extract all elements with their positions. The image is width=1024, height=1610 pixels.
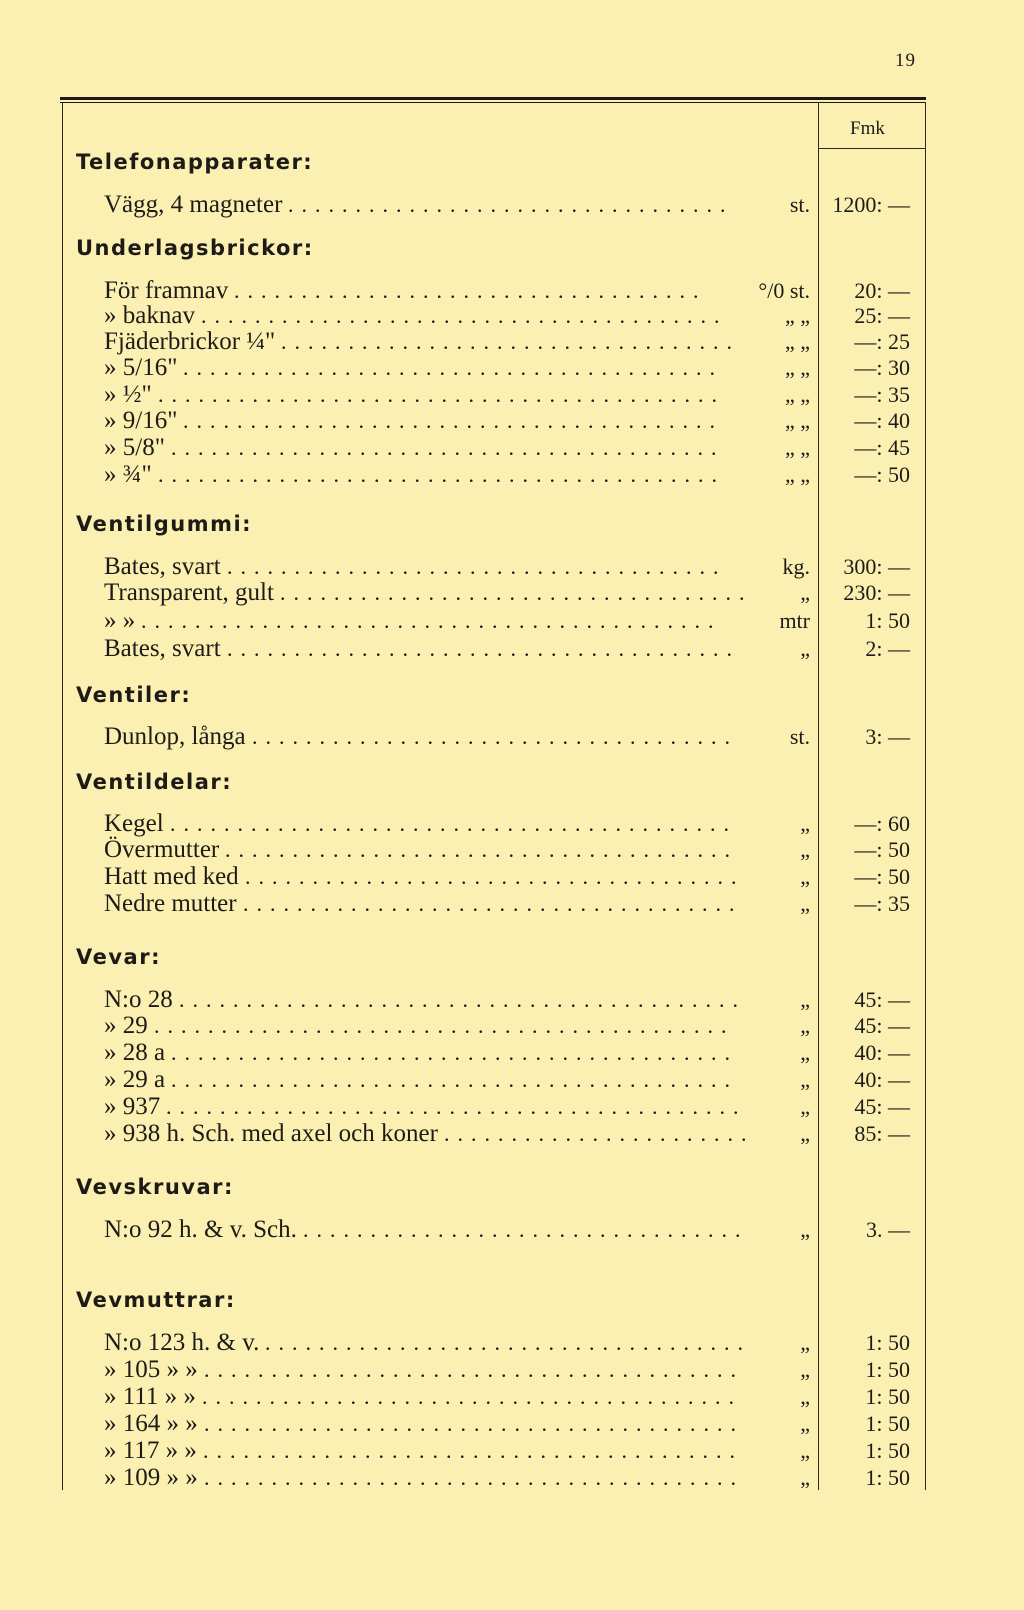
leader-dots: ........................................ (204, 1465, 744, 1490)
price-row (0, 578, 1024, 608)
leader-dots: ....................... (444, 1121, 755, 1146)
item-unit: „ (800, 580, 810, 605)
price-row (0, 1328, 1024, 1358)
item-unit: „ (800, 1013, 810, 1038)
price-row (0, 634, 1024, 664)
item-label: » 105 » » (104, 1356, 198, 1383)
leader-dots: ..................................... (245, 864, 745, 889)
price-row (0, 722, 1024, 752)
item-price: —: 45 (854, 435, 910, 460)
item-label: Bates, svart (104, 635, 221, 662)
price-row (0, 353, 1024, 383)
item-unit: „ „ (784, 408, 810, 433)
item-label: » 938 h. Sch. med axel och koner (104, 1120, 438, 1147)
leader-dots: ...................................... (227, 636, 740, 661)
price-row (0, 1463, 1024, 1493)
price-row (0, 862, 1024, 892)
price-row (0, 1092, 1024, 1122)
item-unit: „ „ (784, 382, 810, 407)
section-heading: Vevmuttrar: (76, 1288, 236, 1312)
leader-dots: ........................................... (154, 1013, 735, 1038)
item-price: 1: 50 (865, 1465, 910, 1490)
price-row (0, 1011, 1024, 1041)
leader-dots: ................................. (288, 192, 734, 217)
item-unit: „ „ (784, 462, 810, 487)
section-heading: Telefonapparater: (76, 150, 314, 174)
item-unit: „ „ (784, 435, 810, 460)
leader-dots: .......................................... (171, 1040, 738, 1065)
item-unit: „ „ (784, 355, 810, 380)
item-unit: „ (800, 837, 810, 862)
item-price: 85: — (854, 1121, 910, 1146)
item-price: —: 60 (854, 811, 910, 836)
price-row (0, 835, 1024, 865)
item-label: » 29 (104, 1012, 148, 1039)
price-row (0, 190, 1024, 220)
item-unit: °/0 st. (758, 278, 810, 303)
item-price: 45: — (854, 1013, 910, 1038)
item-unit: st. (789, 724, 810, 749)
item-label: » 117 » » (104, 1437, 197, 1464)
item-price: 1: 50 (865, 1438, 910, 1463)
item-price: 20: — (854, 278, 910, 303)
leader-dots: ......................................... (171, 435, 725, 460)
price-row (0, 1038, 1024, 1068)
item-label: Övermutter (104, 836, 220, 863)
section-heading: Ventiler: (76, 683, 192, 707)
price-row (0, 889, 1024, 919)
price-row (0, 1065, 1024, 1095)
leader-dots: .......................................... (171, 1067, 738, 1092)
item-label: » baknav (104, 302, 195, 329)
item-price: 40: — (854, 1040, 910, 1065)
item-unit: „ „ (784, 329, 810, 354)
item-label: » 5/8" (104, 434, 165, 461)
leader-dots: ................................... (234, 278, 707, 303)
item-label: » 164 » » (104, 1410, 198, 1437)
price-row (0, 606, 1024, 636)
item-unit: „ (800, 864, 810, 889)
item-label: Transparent, gult (104, 579, 274, 606)
leader-dots: .......................................... (158, 382, 725, 407)
leader-dots: ........................................ (204, 1357, 744, 1382)
item-price: —: 30 (854, 355, 910, 380)
item-unit: „ (800, 1121, 810, 1146)
leader-dots: ................................... (280, 580, 753, 605)
item-price: —: 50 (854, 837, 910, 862)
price-row (0, 1409, 1024, 1439)
item-label: Hatt med ked (104, 863, 239, 890)
item-price: —: 50 (854, 462, 910, 487)
leader-dots: ..................................... (227, 554, 727, 579)
item-label: » 109 » » (104, 1464, 198, 1491)
item-price: 3. — (866, 1217, 910, 1242)
leader-dots: .................................. (281, 329, 740, 354)
item-label: » 111 » » (104, 1383, 196, 1410)
item-unit: „ (800, 1094, 810, 1119)
item-unit: kg. (782, 554, 810, 579)
item-price: —: 35 (854, 891, 910, 916)
leader-dots: ........................................ (203, 1438, 743, 1463)
price-row (0, 1355, 1024, 1385)
price-row (0, 433, 1024, 463)
item-price: —: 50 (854, 864, 910, 889)
item-price: —: 35 (854, 382, 910, 407)
item-price: 1: 50 (865, 1384, 910, 1409)
leader-dots: ........................................ (202, 1384, 742, 1409)
item-unit: st. (789, 192, 810, 217)
leader-dots: .......................................... (179, 987, 746, 1012)
item-unit: „ (800, 1411, 810, 1436)
item-price: 1: 50 (865, 1330, 910, 1355)
item-price: 300: — (843, 554, 910, 579)
leader-dots: ................................. (303, 1217, 749, 1242)
item-label: » 29 a (104, 1066, 166, 1093)
item-label: N:o 123 h. & v. (104, 1329, 260, 1356)
item-unit: „ (800, 891, 810, 916)
leader-dots: .......................................... (158, 462, 725, 487)
leader-dots: ........................................... (141, 608, 722, 633)
item-unit: „ (800, 987, 810, 1012)
item-unit: „ (800, 1040, 810, 1065)
item-unit: „ (800, 811, 810, 836)
item-price: —: 25 (854, 329, 910, 354)
leader-dots: .................................... (265, 1330, 751, 1355)
price-row (0, 460, 1024, 490)
item-label: » ½" (104, 381, 152, 408)
section-heading: Ventilgummi: (76, 512, 253, 536)
item-label: Kegel (104, 810, 164, 837)
section-heading: Ventildelar: (76, 770, 233, 794)
item-unit: „ (800, 1384, 810, 1409)
item-unit: mtr (779, 608, 810, 633)
item-price: 1200: — (832, 192, 910, 217)
item-price: 40: — (854, 1067, 910, 1092)
item-label: » 5/16" (104, 354, 178, 381)
leader-dots: ........................................ (204, 1411, 744, 1436)
item-unit: „ (800, 1067, 810, 1092)
item-label: » 937 (104, 1093, 161, 1120)
price-row (0, 1436, 1024, 1466)
leader-dots: .......................................... (170, 811, 737, 836)
item-label: » » (104, 607, 136, 634)
leader-dots: ....................................... (201, 303, 728, 328)
item-label: För framnav (104, 277, 229, 304)
leader-dots: ........................................... (166, 1094, 747, 1119)
item-label: N:o 28 (104, 986, 173, 1013)
price-row (0, 1382, 1024, 1412)
item-unit: „ (800, 1438, 810, 1463)
price-row (0, 1215, 1024, 1245)
section-heading: Vevar: (76, 945, 161, 969)
item-price: 45: — (854, 1094, 910, 1119)
item-label: Bates, svart (104, 553, 221, 580)
item-price: 1: 50 (865, 1411, 910, 1436)
item-label: Vägg, 4 magneter (104, 191, 283, 218)
item-unit: „ „ (784, 303, 810, 328)
leader-dots: .................................... (252, 724, 738, 749)
item-price: 3: — (865, 724, 910, 749)
item-label: Nedre mutter (104, 890, 237, 917)
item-label: Dunlop, långa (104, 723, 246, 750)
item-price: 1: 50 (865, 608, 910, 633)
leader-dots: ........................................ (183, 408, 723, 433)
currency-header-rule (818, 148, 925, 149)
item-unit: „ (800, 636, 810, 661)
header-rule (60, 97, 926, 100)
item-label: » 9/16" (104, 407, 178, 434)
item-price: 1: 50 (865, 1357, 910, 1382)
item-label: » 28 a (104, 1039, 166, 1066)
item-unit: „ (800, 1217, 810, 1242)
item-unit: „ (800, 1357, 810, 1382)
price-row (0, 406, 1024, 436)
item-price: 25: — (854, 303, 910, 328)
item-price: 45: — (854, 987, 910, 1012)
currency-header: Fmk (850, 118, 885, 139)
item-price: —: 40 (854, 408, 910, 433)
leader-dots: ...................................... (225, 837, 738, 862)
item-price: 2: — (865, 636, 910, 661)
section-heading: Underlagsbrickor: (76, 236, 314, 260)
item-price: 230: — (843, 580, 910, 605)
item-unit: „ (800, 1330, 810, 1355)
item-label: » ¾" (104, 461, 152, 488)
header-rule-thin (60, 102, 926, 103)
page-number: 19 (895, 50, 916, 71)
price-row (0, 1119, 1024, 1149)
item-label: N:o 92 h. & v. Sch. (104, 1216, 297, 1243)
item-label: Fjäderbrickor ¼" (104, 328, 276, 355)
item-unit: „ (800, 1465, 810, 1490)
section-heading: Vevskruvar: (76, 1175, 234, 1199)
leader-dots: ..................................... (243, 891, 743, 916)
leader-dots: ........................................ (183, 355, 723, 380)
